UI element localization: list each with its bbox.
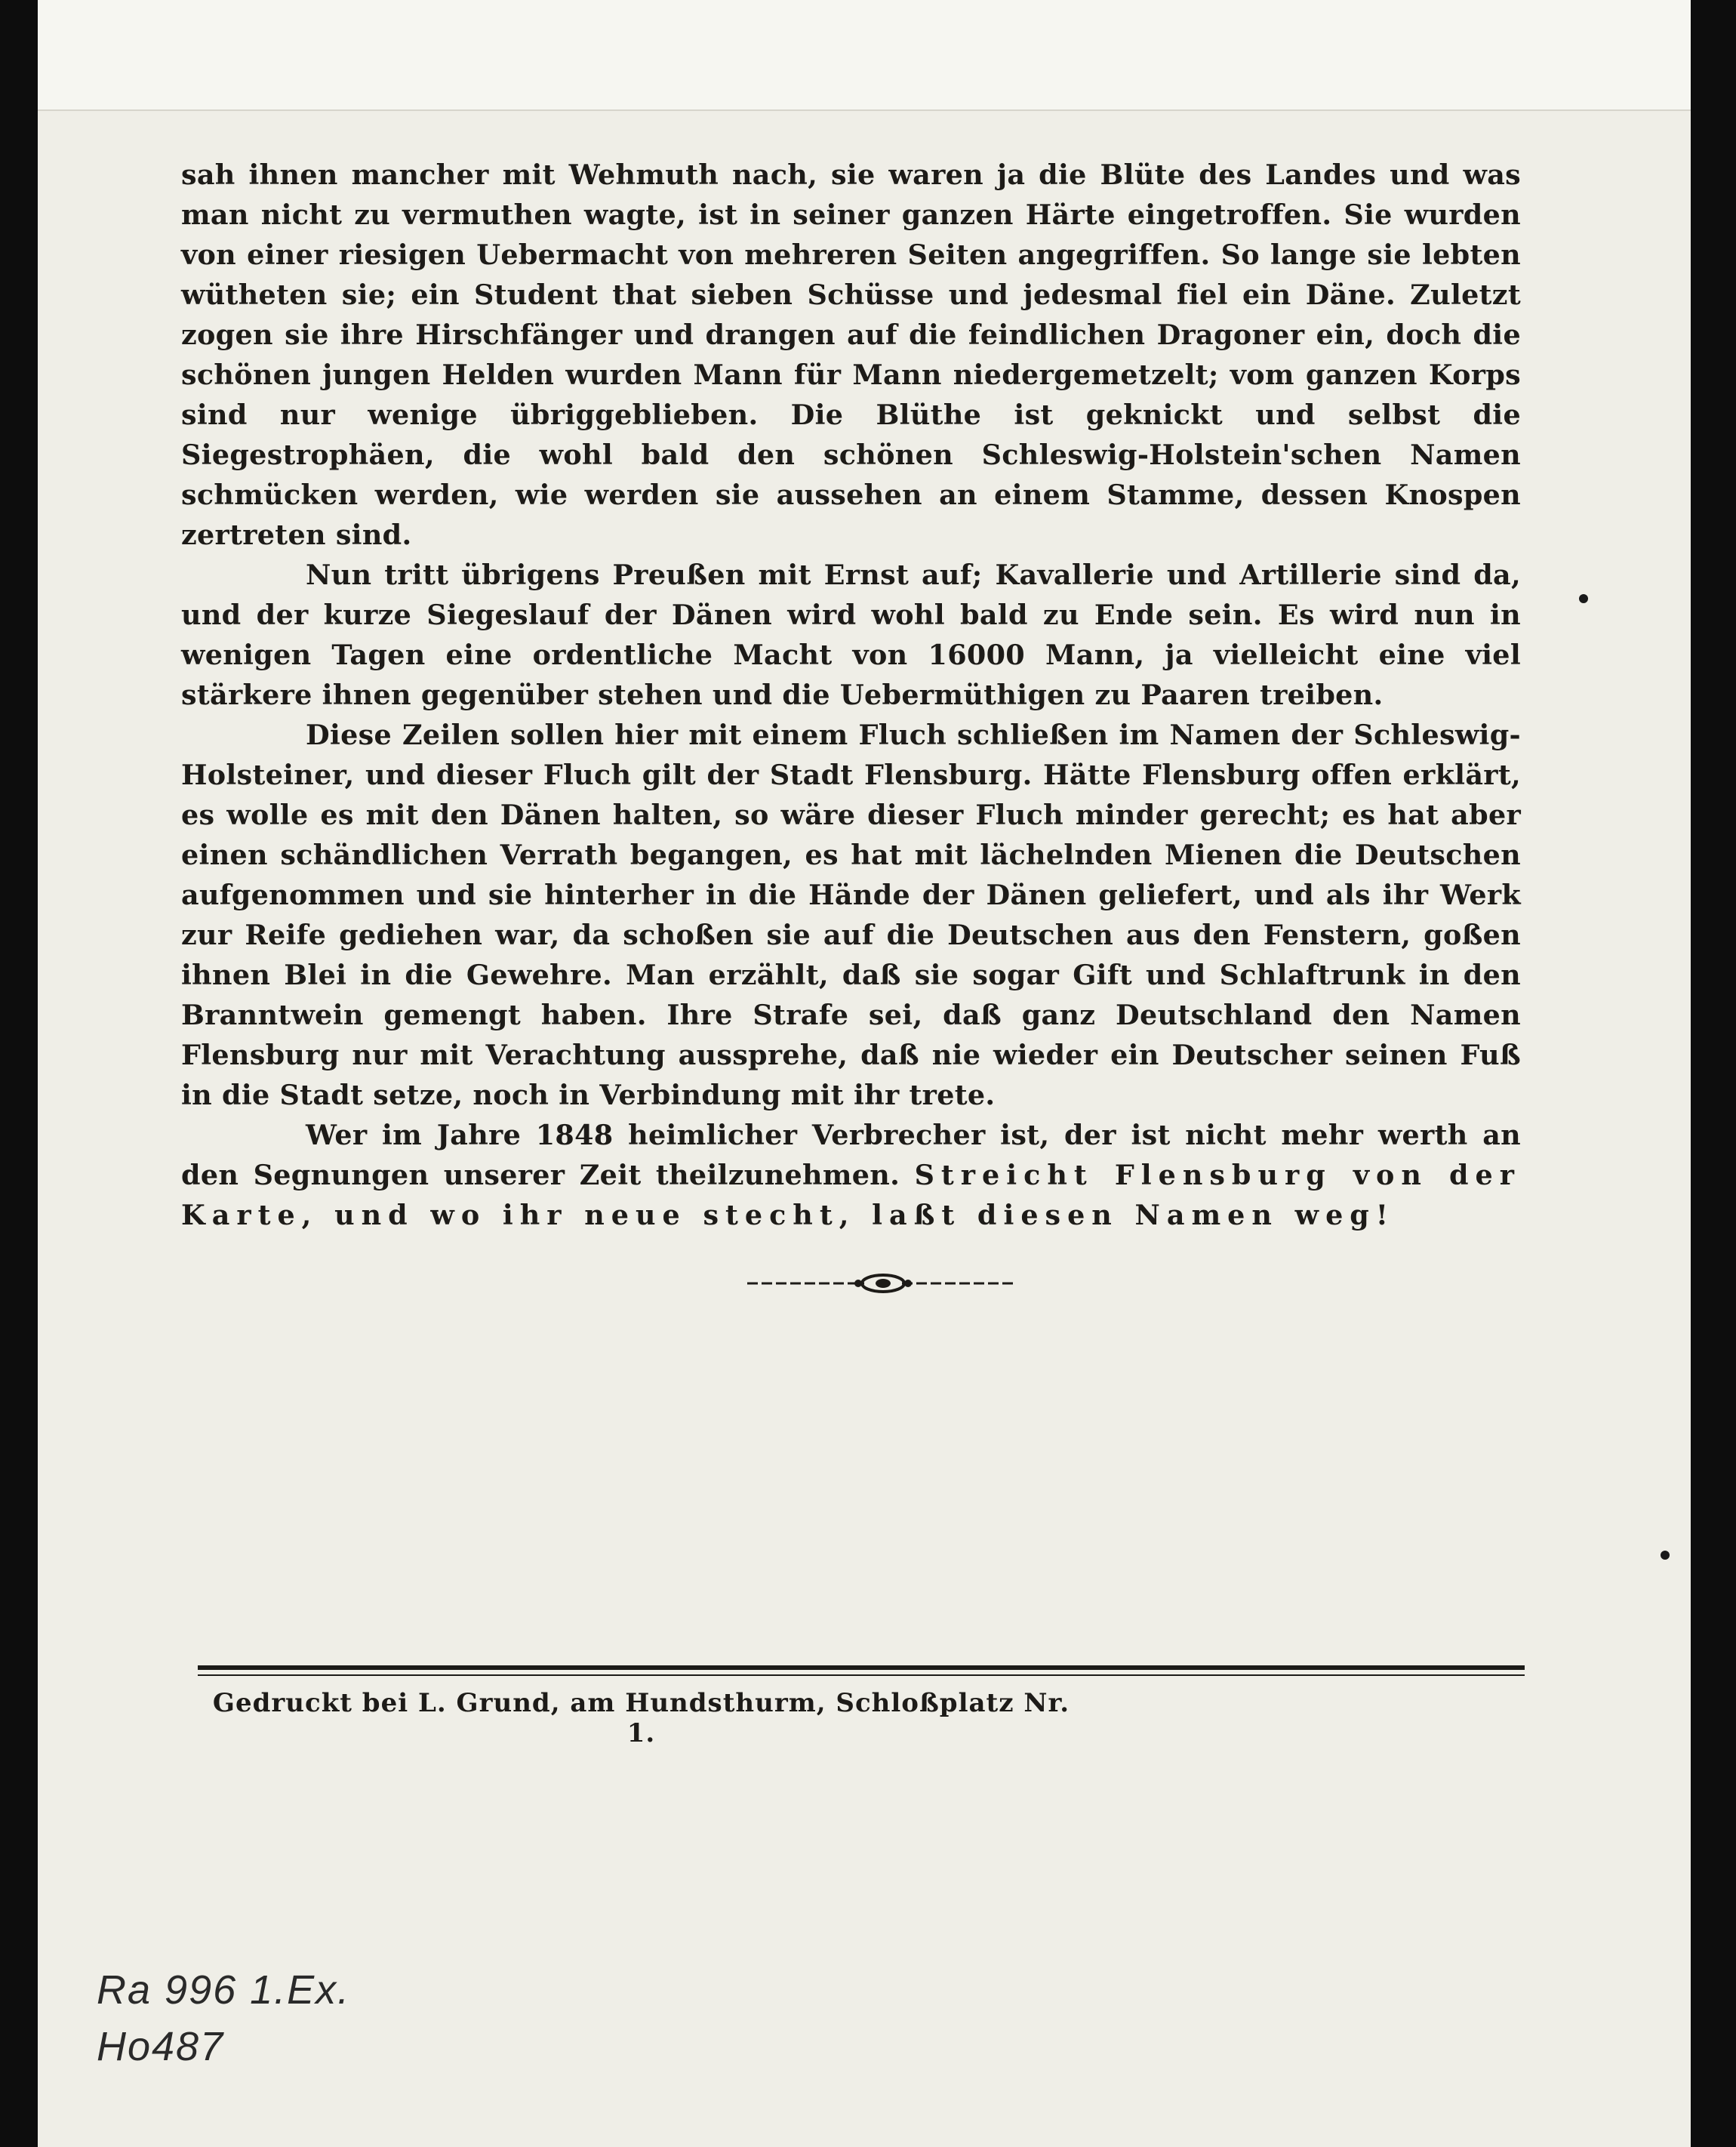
paragraph-4 [181, 1115, 1521, 1235]
archive-note-signature: Ra 996 1.Ex. [97, 1967, 351, 2013]
ornament-divider [743, 1268, 1023, 1298]
body-text [181, 155, 1521, 1235]
printer-imprint: Gedruckt bei L. Grund, am Hundsthurm, Schloßplatz Nr. 1. [212, 1688, 1070, 1748]
paragraph-3: Diese Zeilen sollen hier mit einem Fluch schließen im Namen der Schleswig-Holsteiner, und dieser Fluch gilt der Stadt Flensburg. Hätte Flensburg offen erklärt, es wolle es mit den Dänen halten, so wäre dieser Fluch minder gerecht; es hat aber einen schändlichen Verrath begangen, es hat mit lächelnden Mienen die Deutschen aufgenommen und sie hinterher in die Hände der Dänen geliefert, und als ihr Werk zur Reife gediehen war, da schoßen sie auf die Deutschen aus den Fenstern, goßen ihnen Blei in die Gewehre. Man erzählt, daß sie sogar Gift und Schlaftrunk in den Branntwein gemengt haben. Ihre Strafe sei, daß ganz Deutschland den Namen Flensburg nur mit Verachtung aussprehe, daß nie wieder ein Deutscher seinen Fuß in die Stadt setze, noch in Verbindung mit ihr trete. [181, 719, 1521, 1111]
top-paper-strip [38, 0, 1691, 111]
paragraph-1: sah ihnen mancher mit Wehmuth nach, sie waren ja die Blüte des Landes und was man nicht zu vermuthen wagte, ist in seiner ganzen Härte eingetroffen. Sie wurden von einer riesigen Uebermacht von mehreren Seiten angegriffen. So lange sie lebten wütheten sie; ein Student that sieben Schüsse und jedesmal fiel ein Däne. Zuletzt zogen sie ihre Hirschfänger und drangen auf die feindlichen Dragoner ein, doch die schönen jungen Helden wurden Mann für Mann niedergemetzelt; vom ganzen Korps sind nur wenige übriggeblieben. Die Blüthe ist geknickt und selbst die Siegestrophäen, die wohl bald den schönen Schleswig-Holstein'schen Namen schmücken werden, wie werden sie aussehen an einem Stamme, dessen Knospen zertreten sind. [181, 159, 1521, 551]
paragraph-4-text: Wer im Jahre 1848 heimlicher Verbrecher ist, der ist nicht mehr werth an den Segnungen unserer Zeit theilzunehmen. [181, 1119, 1521, 1191]
footer-rule-thin [198, 1674, 1525, 1676]
margin-dot [1579, 594, 1588, 603]
paragraph-2: Nun tritt übrigens Preußen mit Ernst auf; Kavallerie und Artillerie sind da, und der kurze Siegeslauf der Dänen wird wohl bald zu Ende sein. Es wird nun in wenigen Tagen eine ordentliche Macht von 16000 Mann, ja vielleicht eine viel stärkere ihnen gegenüber stehen und die Uebermüthigen zu Paaren treiben. [181, 559, 1521, 711]
footer-rule-thick [198, 1665, 1525, 1670]
margin-dot [1661, 1551, 1670, 1560]
closing-spaced-text: Streicht Flensburg von der Karte, und wo ihr neue stecht, laßt diesen Namen weg! [181, 1159, 1522, 1231]
archive-note-number: Ho487 [97, 2024, 225, 2069]
